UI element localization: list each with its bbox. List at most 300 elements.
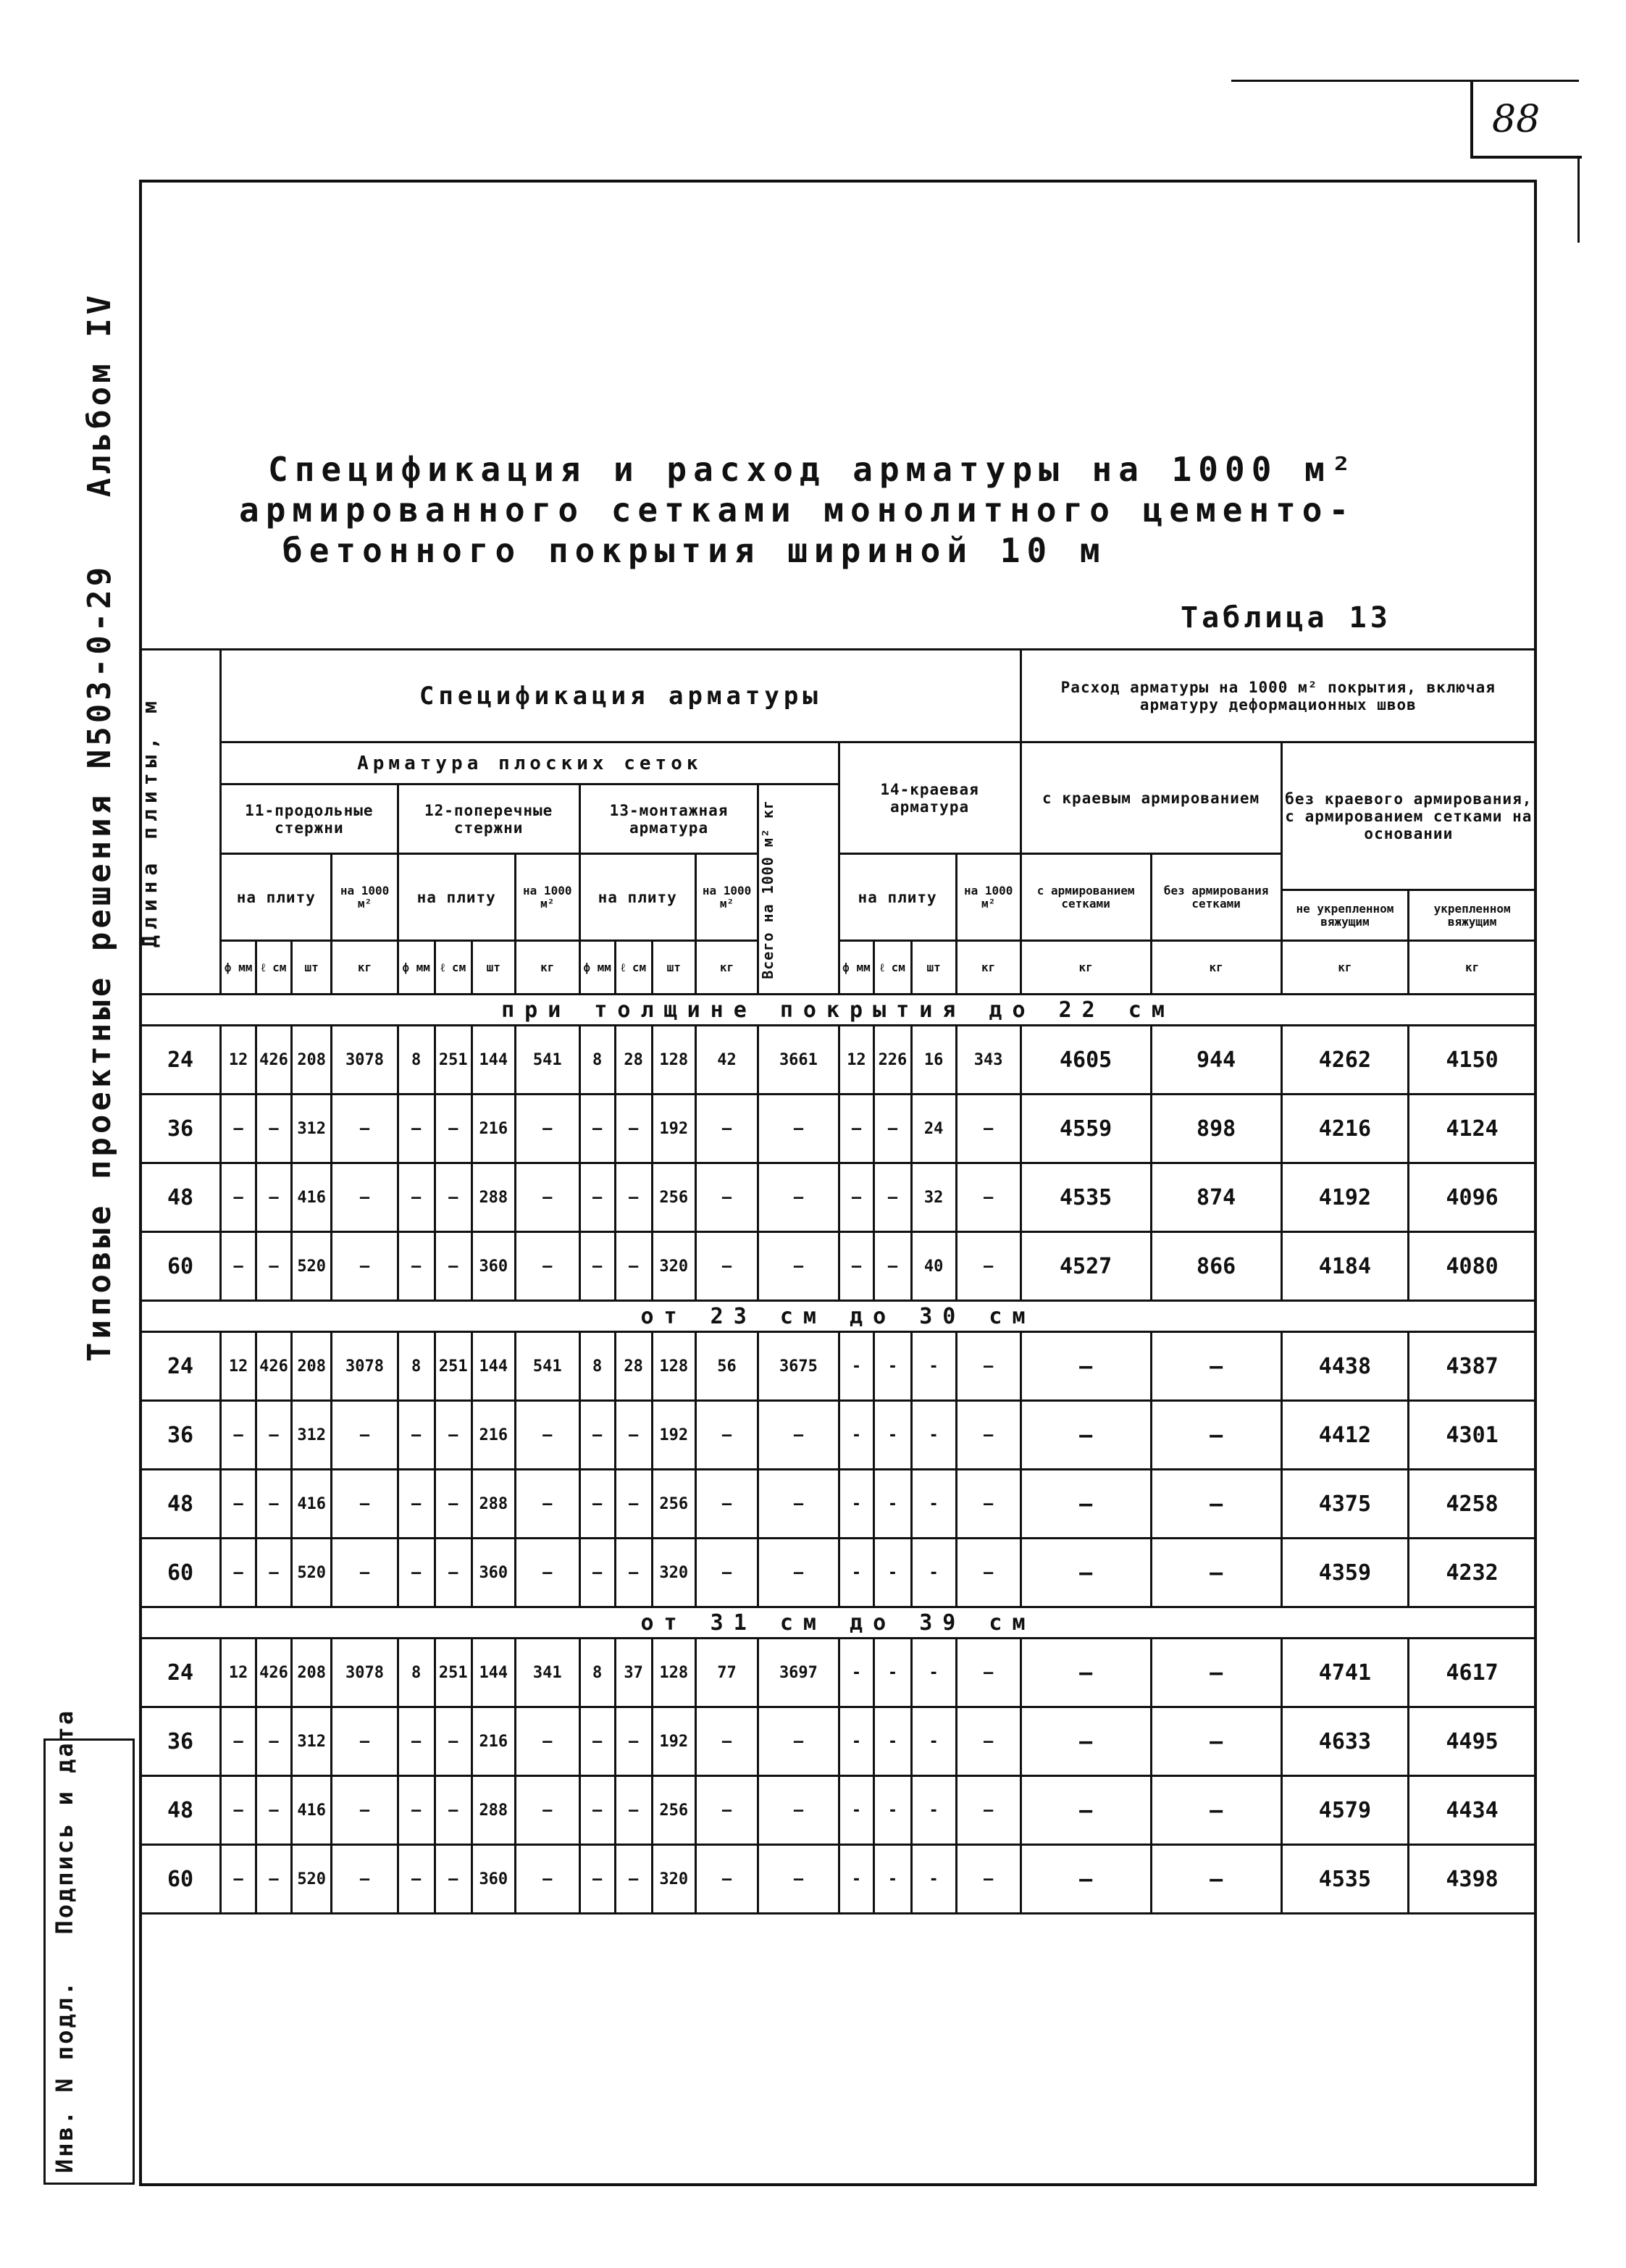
header-13-step: ℓ см xyxy=(615,941,652,995)
table-cell: — xyxy=(515,1470,579,1539)
table-cell: - xyxy=(839,1845,874,1914)
table-row xyxy=(141,1401,1536,1470)
table-cell: — xyxy=(956,1401,1021,1470)
table-cell: — xyxy=(515,1776,579,1845)
table-cell: — xyxy=(221,1707,256,1776)
table-cell: 426 xyxy=(256,1639,292,1707)
table-cell: 4184 xyxy=(1281,1232,1409,1301)
table-cell: — xyxy=(956,1232,1021,1301)
table-cell: — xyxy=(221,1776,256,1845)
header-12-step: ℓ см xyxy=(435,941,472,995)
table-cell: — xyxy=(398,1401,435,1470)
header-length: Длина плиты, м xyxy=(141,650,221,995)
table-cell: — xyxy=(758,1401,839,1470)
table-cell: - xyxy=(839,1776,874,1845)
table-cell: 4080 xyxy=(1409,1232,1536,1301)
table-cell: - xyxy=(911,1470,956,1539)
table-cell: - xyxy=(911,1707,956,1776)
table-cell: 12 xyxy=(221,1026,256,1095)
header-group-14: 14-краевая арматура xyxy=(839,742,1021,854)
table-cell: - xyxy=(874,1639,911,1707)
length-cell: 24 xyxy=(141,1332,221,1401)
table-cell: — xyxy=(332,1776,398,1845)
header-group-12: 12-поперечные стержни xyxy=(398,784,579,854)
table-cell: — xyxy=(956,1776,1021,1845)
section-row xyxy=(141,995,1536,1026)
table-cell: 128 xyxy=(652,1639,695,1707)
table-cell: — xyxy=(615,1707,652,1776)
table-row xyxy=(141,1163,1536,1232)
table-cell: — xyxy=(398,1232,435,1301)
header-group-11: 11-продольные стержни xyxy=(221,784,398,854)
table-cell: 208 xyxy=(291,1639,332,1707)
table-cell: — xyxy=(579,1095,615,1163)
table-cell: 128 xyxy=(652,1026,695,1095)
table-cell: 216 xyxy=(472,1095,515,1163)
table-cell: — xyxy=(615,1776,652,1845)
header-spec: Спецификация арматуры xyxy=(221,650,1021,742)
table-row xyxy=(141,1026,1536,1095)
table-cell: — xyxy=(398,1163,435,1232)
table-cell: — xyxy=(695,1095,758,1163)
table-cell: 208 xyxy=(291,1332,332,1401)
table-cell: 4605 xyxy=(1021,1026,1151,1095)
table-cell: — xyxy=(435,1401,472,1470)
header-14-phi: ф мм xyxy=(839,941,874,995)
table-cell: — xyxy=(695,1232,758,1301)
table-cell: — xyxy=(579,1163,615,1232)
table-cell: — xyxy=(1151,1845,1281,1914)
table-cell: 520 xyxy=(291,1539,332,1607)
table-cell: — xyxy=(221,1095,256,1163)
table-cell: 4741 xyxy=(1281,1639,1409,1707)
table-cell: 28 xyxy=(615,1026,652,1095)
page-title xyxy=(239,449,1470,571)
table-cell: 8 xyxy=(398,1639,435,1707)
table-cell: 866 xyxy=(1151,1232,1281,1301)
frame-tick xyxy=(1577,156,1580,243)
header-11-pcs: шт xyxy=(291,941,332,995)
table-cell: — xyxy=(758,1707,839,1776)
table-cell: - xyxy=(911,1401,956,1470)
header-no-mesh: без армирования сетками xyxy=(1151,854,1281,941)
table-cell: — xyxy=(435,1776,472,1845)
table-cell: — xyxy=(332,1232,398,1301)
table-cell: 32 xyxy=(911,1163,956,1232)
table-cell: 343 xyxy=(956,1026,1021,1095)
table-cell: 8 xyxy=(579,1332,615,1401)
table-cell: 541 xyxy=(515,1026,579,1095)
table-cell: — xyxy=(515,1095,579,1163)
table-cell: — xyxy=(1151,1707,1281,1776)
table-cell: 256 xyxy=(652,1470,695,1539)
header-13-per-slab: на плиту xyxy=(579,854,695,941)
header-reinforced-kg: кг xyxy=(1409,941,1536,995)
table-caption: Таблица 13 xyxy=(1181,601,1391,635)
table-cell: 28 xyxy=(615,1332,652,1401)
table-cell: — xyxy=(435,1539,472,1607)
table-cell: — xyxy=(839,1095,874,1163)
table-cell: 4375 xyxy=(1281,1470,1409,1539)
table-cell: — xyxy=(332,1163,398,1232)
table-cell: — xyxy=(332,1401,398,1470)
table-cell: 8 xyxy=(398,1026,435,1095)
table-cell: — xyxy=(615,1232,652,1301)
header-14-pcs: шт xyxy=(911,941,956,995)
table-cell: — xyxy=(615,1539,652,1607)
table-cell: 192 xyxy=(652,1095,695,1163)
table-cell: — xyxy=(956,1639,1021,1707)
length-cell: 60 xyxy=(141,1845,221,1914)
table-cell: - xyxy=(874,1845,911,1914)
header-not-reinforced-kg: кг xyxy=(1281,941,1409,995)
table-row xyxy=(141,1332,1536,1401)
table-cell: 4359 xyxy=(1281,1539,1409,1607)
table-cell: — xyxy=(256,1707,292,1776)
table-cell: — xyxy=(956,1707,1021,1776)
table-cell: — xyxy=(435,1095,472,1163)
header-12-per-1000: на 1000 м² xyxy=(515,854,579,941)
table-row xyxy=(141,1095,1536,1163)
table-cell: 416 xyxy=(291,1776,332,1845)
table-cell: — xyxy=(1021,1845,1151,1914)
table-cell: - xyxy=(839,1332,874,1401)
section-label: при толщине покрытия до 22 см xyxy=(141,995,1536,1026)
table-cell: — xyxy=(515,1707,579,1776)
table-row xyxy=(141,1845,1536,1914)
header-14-step: ℓ см xyxy=(874,941,911,995)
table-cell: — xyxy=(1021,1639,1151,1707)
table-cell: — xyxy=(435,1232,472,1301)
table-cell: 12 xyxy=(221,1639,256,1707)
page-number: 88 xyxy=(1492,98,1541,141)
table-cell: — xyxy=(435,1707,472,1776)
section-label: от 23 см до 30 см xyxy=(141,1301,1536,1332)
table-cell: — xyxy=(758,1163,839,1232)
table-cell: 251 xyxy=(435,1639,472,1707)
table-cell: — xyxy=(758,1776,839,1845)
header-11-step: ℓ см xyxy=(256,941,292,995)
table-cell: 312 xyxy=(291,1707,332,1776)
table-cell: 426 xyxy=(256,1026,292,1095)
table-cell: — xyxy=(615,1470,652,1539)
table-cell: — xyxy=(1021,1401,1151,1470)
table-cell: — xyxy=(695,1707,758,1776)
table-cell: 8 xyxy=(579,1026,615,1095)
table-cell: — xyxy=(435,1845,472,1914)
table-cell: 4216 xyxy=(1281,1095,1409,1163)
table-cell: — xyxy=(615,1163,652,1232)
table-row xyxy=(141,1470,1536,1539)
table-cell: — xyxy=(956,1845,1021,1914)
table-cell: — xyxy=(435,1470,472,1539)
header-13-phi: ф мм xyxy=(579,941,615,995)
table-cell: 4301 xyxy=(1409,1401,1536,1470)
table-cell: 208 xyxy=(291,1026,332,1095)
header-consumption: Расход арматуры на 1000 м² покрытия, включая арматуру деформационных швов xyxy=(1021,650,1535,742)
table-cell: 56 xyxy=(695,1332,758,1401)
table-row xyxy=(141,1707,1536,1776)
table-cell: — xyxy=(1151,1332,1281,1401)
table-cell: — xyxy=(256,1232,292,1301)
table-cell: 16 xyxy=(911,1026,956,1095)
table-cell: — xyxy=(256,1163,292,1232)
table-cell: — xyxy=(758,1232,839,1301)
header-12-kg: кг xyxy=(515,941,579,995)
table-cell: — xyxy=(579,1776,615,1845)
table-cell: 4535 xyxy=(1021,1163,1151,1232)
table-cell: 4535 xyxy=(1281,1845,1409,1914)
header-without-edge: без краевого армирования, с армированием сетками на основании xyxy=(1281,742,1535,890)
table-cell: — xyxy=(515,1232,579,1301)
table-cell: — xyxy=(695,1845,758,1914)
table-cell: — xyxy=(515,1845,579,1914)
table-cell: 416 xyxy=(291,1163,332,1232)
length-cell: 24 xyxy=(141,1026,221,1095)
table-cell: — xyxy=(332,1095,398,1163)
table-cell: 12 xyxy=(221,1332,256,1401)
table-cell: — xyxy=(579,1539,615,1607)
table-row xyxy=(141,1539,1536,1607)
table-cell: 192 xyxy=(652,1707,695,1776)
table-cell: — xyxy=(1021,1470,1151,1539)
table-cell: - xyxy=(874,1539,911,1607)
table-cell: 4495 xyxy=(1409,1707,1536,1776)
header-with-mesh-kg: кг xyxy=(1021,941,1151,995)
table-cell: — xyxy=(695,1470,758,1539)
table-cell: 288 xyxy=(472,1776,515,1845)
table-cell: — xyxy=(695,1163,758,1232)
table-cell: — xyxy=(398,1776,435,1845)
header-no-mesh-kg: кг xyxy=(1151,941,1281,995)
table-cell: - xyxy=(911,1845,956,1914)
table-cell: — xyxy=(1151,1639,1281,1707)
table-cell: - xyxy=(839,1707,874,1776)
table-cell: 128 xyxy=(652,1332,695,1401)
inventory-number-label: Инв. N подл. xyxy=(51,1979,78,2173)
table-cell: 216 xyxy=(472,1707,515,1776)
table-cell: 4398 xyxy=(1409,1845,1536,1914)
series-label: Типовые проектные решения N503-0-29 xyxy=(81,563,118,1362)
table-cell: 312 xyxy=(291,1095,332,1163)
table-cell: — xyxy=(615,1845,652,1914)
table-cell: — xyxy=(1151,1401,1281,1470)
table-cell: 320 xyxy=(652,1539,695,1607)
table-cell: — xyxy=(221,1163,256,1232)
header-11-kg: кг xyxy=(332,941,398,995)
table-cell: — xyxy=(435,1163,472,1232)
length-cell: 48 xyxy=(141,1470,221,1539)
section-row xyxy=(141,1607,1536,1639)
table-cell: 520 xyxy=(291,1232,332,1301)
table-cell: - xyxy=(874,1776,911,1845)
table-cell: 226 xyxy=(874,1026,911,1095)
table-cell: 3078 xyxy=(332,1026,398,1095)
table-cell: — xyxy=(398,1845,435,1914)
table-cell: - xyxy=(874,1401,911,1470)
table-cell: 360 xyxy=(472,1539,515,1607)
table-cell: 4438 xyxy=(1281,1332,1409,1401)
table-cell: 426 xyxy=(256,1332,292,1401)
table-cell: — xyxy=(221,1232,256,1301)
table-cell: — xyxy=(332,1845,398,1914)
table-cell: 251 xyxy=(435,1332,472,1401)
table-cell: 42 xyxy=(695,1026,758,1095)
table-cell: — xyxy=(956,1470,1021,1539)
table-cell: — xyxy=(221,1470,256,1539)
table-cell: 4232 xyxy=(1409,1539,1536,1607)
table-cell: - xyxy=(839,1470,874,1539)
header-11-phi: ф мм xyxy=(221,941,256,995)
length-cell: 36 xyxy=(141,1707,221,1776)
spec-table xyxy=(139,648,1537,1915)
table-cell: 320 xyxy=(652,1845,695,1914)
header-13-kg: кг xyxy=(695,941,758,995)
table-cell: - xyxy=(911,1539,956,1607)
table-cell: — xyxy=(758,1095,839,1163)
table-cell: — xyxy=(398,1470,435,1539)
header-with-edge: с краевым армированием xyxy=(1021,742,1281,854)
header-12-pcs: шт xyxy=(472,941,515,995)
table-cell: 312 xyxy=(291,1401,332,1470)
table-cell: — xyxy=(1021,1776,1151,1845)
table-cell: — xyxy=(332,1539,398,1607)
header-13-per-1000: на 1000 м² xyxy=(695,854,758,941)
length-cell: 60 xyxy=(141,1232,221,1301)
header-reinforced: укрепленном вяжущим xyxy=(1409,890,1536,941)
table-cell: — xyxy=(615,1401,652,1470)
table-cell: — xyxy=(758,1845,839,1914)
table-cell: 4192 xyxy=(1281,1163,1409,1232)
header-12-phi: ф мм xyxy=(398,941,435,995)
table-cell: 416 xyxy=(291,1470,332,1539)
table-cell: — xyxy=(695,1776,758,1845)
table-cell: 12 xyxy=(839,1026,874,1095)
table-cell: — xyxy=(956,1163,1021,1232)
table-cell: 4527 xyxy=(1021,1232,1151,1301)
signature-date-label: Подпись и дата xyxy=(51,1708,78,1935)
table-cell: 3078 xyxy=(332,1332,398,1401)
table-cell: — xyxy=(1021,1539,1151,1607)
table-cell: — xyxy=(579,1470,615,1539)
table-cell: 360 xyxy=(472,1845,515,1914)
table-cell: - xyxy=(911,1332,956,1401)
table-cell: — xyxy=(874,1095,911,1163)
table-cell: — xyxy=(256,1095,292,1163)
table-cell: — xyxy=(956,1539,1021,1607)
header-13-pcs: шт xyxy=(652,941,695,995)
table-cell: — xyxy=(956,1095,1021,1163)
table-cell: 520 xyxy=(291,1845,332,1914)
header-mesh-armed: с армированием сетками xyxy=(1021,854,1151,941)
header-11-per-slab: на плиту xyxy=(221,854,332,941)
table-cell: — xyxy=(332,1470,398,1539)
table-cell: — xyxy=(398,1095,435,1163)
table-cell: — xyxy=(1021,1707,1151,1776)
table-cell: 37 xyxy=(615,1639,652,1707)
table-cell: 216 xyxy=(472,1401,515,1470)
header-11-per-1000: на 1000 м² xyxy=(332,854,398,941)
table-cell: 4262 xyxy=(1281,1026,1409,1095)
table-row xyxy=(141,1639,1536,1707)
table-cell: — xyxy=(221,1401,256,1470)
table-cell: 192 xyxy=(652,1401,695,1470)
side-label xyxy=(81,248,118,1362)
table-cell: — xyxy=(758,1539,839,1607)
table-cell: 256 xyxy=(652,1776,695,1845)
title-line-1: Спецификация и расход арматуры на 1000 м² xyxy=(268,450,1358,489)
title-line-2: армированного сетками монолитного цементо- xyxy=(239,490,1356,530)
table-cell: 320 xyxy=(652,1232,695,1301)
section-row xyxy=(141,1301,1536,1332)
table-cell: — xyxy=(515,1401,579,1470)
table-cell: 40 xyxy=(911,1232,956,1301)
table-cell: - xyxy=(839,1539,874,1607)
table-cell: — xyxy=(398,1539,435,1607)
header-12-per-slab: на плиту xyxy=(398,854,515,941)
table-cell: 944 xyxy=(1151,1026,1281,1095)
table-row xyxy=(141,1776,1536,1845)
table-cell: — xyxy=(956,1332,1021,1401)
table-cell: — xyxy=(256,1776,292,1845)
table-cell: 360 xyxy=(472,1232,515,1301)
table-cell: — xyxy=(695,1539,758,1607)
header-14-per-1000: на 1000 м² xyxy=(956,854,1021,941)
header-group-13: 13-монтажная арматура xyxy=(579,784,758,854)
table-cell: 4258 xyxy=(1409,1470,1536,1539)
section-label: от 31 см до 39 см xyxy=(141,1607,1536,1639)
table-row xyxy=(141,1232,1536,1301)
table-cell: - xyxy=(839,1401,874,1470)
table-cell: 144 xyxy=(472,1332,515,1401)
table-cell: - xyxy=(911,1639,956,1707)
table-cell: 4579 xyxy=(1281,1776,1409,1845)
album-label: Альбом IV xyxy=(81,291,118,498)
table-cell: — xyxy=(615,1095,652,1163)
table-cell: — xyxy=(398,1707,435,1776)
length-cell: 48 xyxy=(141,1776,221,1845)
length-cell: 48 xyxy=(141,1163,221,1232)
table-cell: 144 xyxy=(472,1639,515,1707)
table-cell: — xyxy=(1151,1776,1281,1845)
table-cell: - xyxy=(874,1332,911,1401)
table-cell: — xyxy=(839,1232,874,1301)
table-cell: 24 xyxy=(911,1095,956,1163)
table-cell: 8 xyxy=(579,1639,615,1707)
table-cell: 3697 xyxy=(758,1639,839,1707)
table-cell: 251 xyxy=(435,1026,472,1095)
table-cell: 256 xyxy=(652,1163,695,1232)
table-cell: 288 xyxy=(472,1163,515,1232)
table-cell: 341 xyxy=(515,1639,579,1707)
table-cell: 288 xyxy=(472,1470,515,1539)
table-cell: 77 xyxy=(695,1639,758,1707)
length-cell: 60 xyxy=(141,1539,221,1607)
table-cell: — xyxy=(579,1232,615,1301)
table-cell: 4559 xyxy=(1021,1095,1151,1163)
table-cell: 4387 xyxy=(1409,1332,1536,1401)
table-cell: — xyxy=(1151,1470,1281,1539)
length-cell: 36 xyxy=(141,1401,221,1470)
table-cell: — xyxy=(515,1163,579,1232)
table-cell: 4412 xyxy=(1281,1401,1409,1470)
length-cell: 24 xyxy=(141,1639,221,1707)
table-cell: 3661 xyxy=(758,1026,839,1095)
table-cell: — xyxy=(515,1539,579,1607)
table-cell: — xyxy=(221,1539,256,1607)
title-line-3: бетонного покрытия шириной 10 м xyxy=(282,531,1107,570)
table-cell: - xyxy=(874,1470,911,1539)
